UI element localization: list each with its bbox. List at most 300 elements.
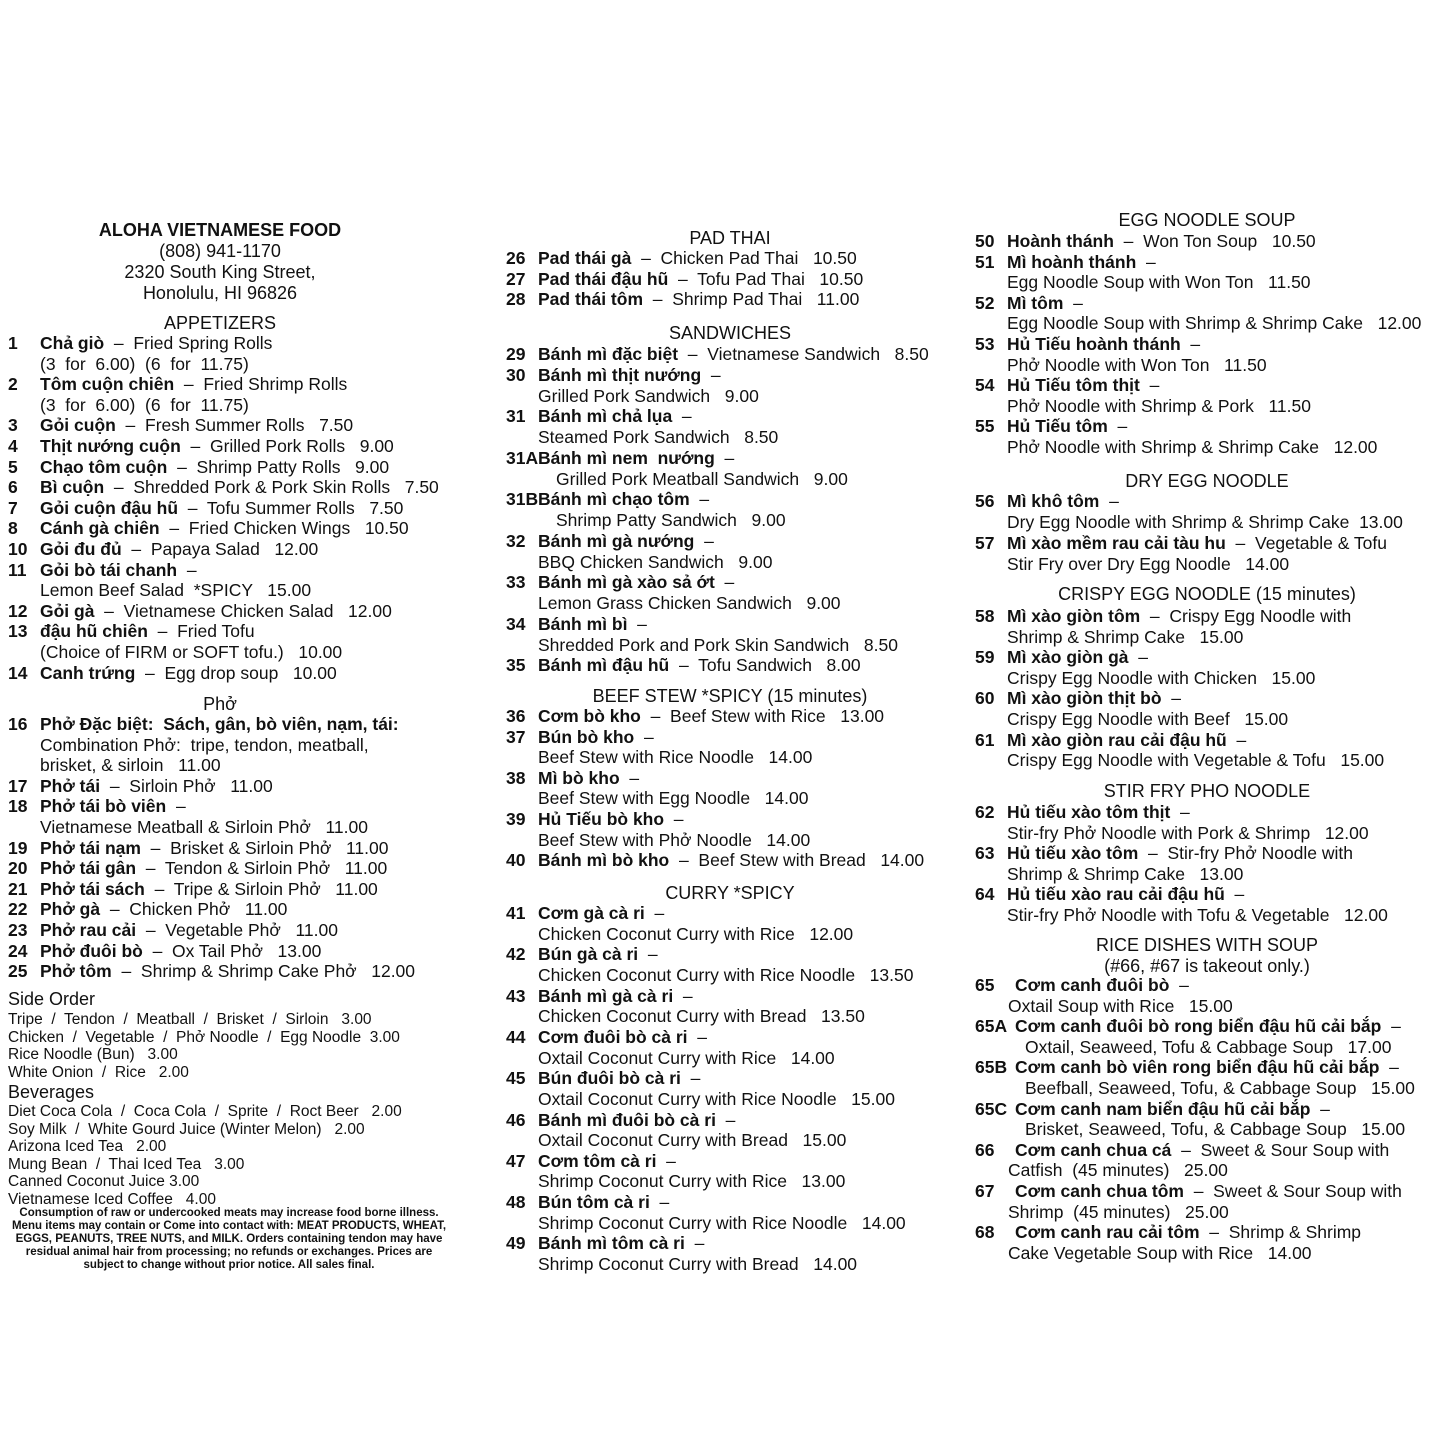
- item-description: Steamed Pork Sandwich 8.50: [538, 427, 779, 447]
- item-description: Catfish (45 minutes) 25.00: [1008, 1160, 1228, 1181]
- menu-line: [975, 293, 1083, 313]
- item-description: Beef Stew with Rice Noodle 14.00: [538, 747, 813, 768]
- menu-line: [506, 427, 778, 447]
- menu-line: [8, 333, 272, 353]
- item-vietnamese-name: Mì hoành thánh: [1007, 251, 1137, 272]
- menu-line: [8, 961, 415, 981]
- item-description: Brisket, Seaweed, Tofu, & Cabbage Soup 15.00: [1025, 1119, 1406, 1140]
- item-vietnamese-name: Bì cuộn: [40, 477, 105, 498]
- menu-line: [8, 374, 347, 394]
- menu-line: [506, 655, 861, 675]
- item-vietnamese-name: Gỏi cuộn đậu hũ: [40, 497, 179, 518]
- menu-line: [506, 850, 924, 870]
- item-english-name: –: [1107, 416, 1128, 437]
- menu-line: [8, 858, 387, 878]
- menu-line: [506, 386, 759, 406]
- item-number: 4: [8, 436, 18, 456]
- menu-line: [506, 1006, 865, 1026]
- item-description: Egg Noodle Soup with Won Ton 11.50: [1007, 272, 1311, 293]
- menu-line: [506, 924, 853, 944]
- item-english-name: –: [687, 1026, 708, 1047]
- menu-line: [975, 491, 1119, 511]
- menu-line: [506, 1130, 846, 1150]
- menu-line: [975, 512, 1403, 532]
- item-vietnamese-name: Cơm canh rau cải tôm: [1015, 1222, 1200, 1243]
- item-description: Combination Phở: tripe, tendon, meatball,: [40, 734, 369, 755]
- item-english-name: –: [656, 1150, 676, 1171]
- item-number: 20: [8, 858, 28, 879]
- item-number: 12: [8, 600, 28, 621]
- item-vietnamese-name: Gỏi đu đủ: [40, 539, 122, 559]
- item-number: 55: [975, 416, 995, 437]
- menu-line: [506, 706, 884, 726]
- menu-line: [975, 1057, 1399, 1077]
- item-number: 27: [506, 268, 526, 289]
- item-english-name: – Chicken Phở 11.00: [100, 899, 288, 920]
- item-number: 39: [506, 809, 526, 829]
- item-vietnamese-name: Chả giò: [40, 333, 105, 353]
- item-description: Cake Vegetable Soup with Rice 14.00: [1008, 1242, 1312, 1263]
- item-description: Phở Noodle with Shrimp & Shrimp Cake 12.00: [1007, 437, 1378, 457]
- item-vietnamese-name: Bánh mì bò kho: [538, 850, 670, 871]
- menu-line: [8, 920, 338, 940]
- item-vietnamese-name: Cơm canh chua cá: [1015, 1139, 1172, 1160]
- item-number: 65: [975, 975, 995, 995]
- item-number: 38: [506, 767, 526, 788]
- menu-line: [975, 905, 1388, 925]
- item-english-name: –: [1161, 688, 1182, 709]
- item-english-name: – Shrimp & Shrimp: [1199, 1222, 1362, 1243]
- item-description: Grilled Pork Sandwich 9.00: [538, 385, 759, 406]
- item-vietnamese-name: Cơm tôm cà ri: [538, 1150, 657, 1171]
- item-vietnamese-name: Bánh mì chạo tôm: [538, 489, 690, 510]
- item-number: 49: [506, 1233, 526, 1254]
- item-vietnamese-name: Mì xào mềm rau cải tàu hu: [1007, 533, 1226, 553]
- item-description: Chicken Coconut Curry with Rice Noodle 13.50: [538, 964, 914, 985]
- menu-line: [506, 552, 772, 572]
- menu-line: [975, 1222, 1361, 1242]
- menu-line: [8, 560, 197, 580]
- item-english-name: –: [627, 613, 647, 634]
- item-description: Shredded Pork and Pork Skin Sandwich 8.50: [538, 634, 898, 655]
- item-vietnamese-name: Gỏi bò tái chanh: [40, 559, 178, 580]
- item-description: Shrimp Coconut Curry with Rice Noodle 14.00: [538, 1212, 906, 1233]
- item-english-name: –: [1136, 251, 1156, 272]
- item-number: 68: [975, 1222, 995, 1243]
- item-vietnamese-name: Chạo tôm cuộn: [40, 456, 168, 477]
- item-vietnamese-name: Bánh mì bì: [538, 613, 628, 634]
- item-vietnamese-name: Cơm canh đuôi bò: [1015, 975, 1170, 995]
- item-english-name: –: [694, 530, 714, 551]
- item-number: 22: [8, 899, 28, 920]
- item-number: 36: [506, 706, 526, 726]
- menu-line: [8, 539, 318, 559]
- menu-line: [506, 1192, 669, 1212]
- menu-line: [506, 406, 692, 426]
- item-vietnamese-name: Mì xào giòn rau cải đậu hũ: [1007, 729, 1227, 750]
- item-number: 28: [506, 289, 526, 310]
- item-description: Oxtail Coconut Curry with Rice Noodle 15.00: [538, 1088, 895, 1109]
- item-number: 23: [8, 920, 28, 940]
- menu-line: [506, 593, 841, 613]
- menu-line: [975, 231, 1316, 251]
- menu-line: [8, 395, 249, 415]
- menu-line: [975, 1181, 1402, 1201]
- item-description: Crispy Egg Noodle with Beef 15.00: [1007, 709, 1289, 729]
- item-vietnamese-name: Mì bò kho: [538, 767, 620, 788]
- item-english-name: – Sweet & Sour Soup with: [1171, 1139, 1390, 1160]
- item-description: Egg Noodle Soup with Shrimp & Shrimp Cake 12.00: [1007, 313, 1422, 334]
- item-description: Oxtail Coconut Curry with Bread 15.00: [538, 1130, 847, 1151]
- item-number: 53: [975, 334, 995, 354]
- menu-line: [975, 1160, 1228, 1180]
- item-vietnamese-name: Bánh mì đuôi bò cà ri: [538, 1109, 716, 1130]
- menu-line: [975, 823, 1369, 843]
- item-english-name: – Sirloin Phở 11.00: [100, 775, 273, 796]
- item-description: Crispy Egg Noodle with Chicken 15.00: [1007, 667, 1316, 688]
- item-number: 66: [975, 1139, 995, 1160]
- item-english-name: – Fried Tofu: [147, 621, 255, 642]
- item-vietnamese-name: Phở tái gân: [40, 858, 137, 879]
- item-description: Dry Egg Noodle with Shrimp & Shrimp Cake 13.00: [1007, 512, 1403, 532]
- item-number: 26: [506, 248, 526, 268]
- item-description: Lemon Beef Salad *SPICY 15.00: [40, 580, 312, 601]
- item-english-name: – Tofu Summer Rolls 7.50: [178, 497, 404, 518]
- menu-line: [506, 944, 658, 964]
- item-number: 1: [8, 333, 18, 353]
- item-vietnamese-name: Mì khô tôm: [1007, 491, 1100, 511]
- menu-line: [8, 498, 403, 518]
- allergen-notice: Consumption of raw or undercooked meats may increase food borne illness. Menu items may contain or Come into contact with: MEAT PRODUCTS, WHEAT, EGGS, PEANUTS, TREE NUTS, and MILK. Orders containing tendon may have residual animal hair from processing; no refunds or exchanges. Prices are subject to change without prior notice. All sales final.: [11, 1207, 447, 1271]
- menu-line: [8, 899, 287, 919]
- item-vietnamese-name: Hủ tiếu xào rau cải đậu hũ: [1007, 884, 1225, 905]
- list-item: White Onion / Rice 2.00: [8, 1063, 189, 1081]
- item-vietnamese-name: Phở tôm: [40, 961, 112, 982]
- item-description: Lemon Grass Chicken Sandwich 9.00: [538, 593, 841, 613]
- item-english-name: – Tripe & Sirloin Phở 11.00: [144, 878, 378, 899]
- restaurant-name: ALOHA VIETNAMESE FOOD: [98, 220, 342, 240]
- menu-line: [506, 1233, 704, 1253]
- item-description: Shrimp (45 minutes) 25.00: [1008, 1201, 1229, 1222]
- menu-line: [506, 809, 684, 829]
- item-english-name: –: [1099, 491, 1119, 511]
- item-description: Beefball, Seaweed, Tofu, & Cabbage Soup 15.00: [1025, 1078, 1415, 1098]
- menu-line: [506, 510, 786, 530]
- item-english-name: – Sweet & Sour Soup with: [1184, 1181, 1402, 1201]
- item-english-name: – Vietnamese Sandwich 8.50: [678, 344, 929, 364]
- item-number: 58: [975, 606, 995, 626]
- menu-line: [975, 750, 1384, 770]
- menu-line: [8, 663, 337, 683]
- item-english-name: – Tofu Pad Thai 10.50: [668, 268, 864, 289]
- item-english-name: –: [715, 1109, 736, 1130]
- item-vietnamese-name: Mì tôm: [1007, 292, 1064, 313]
- item-english-name: –: [714, 572, 735, 593]
- item-english-name: –: [1381, 1016, 1401, 1037]
- menu-line: [8, 735, 369, 755]
- column-1: [0, 0, 460, 1440]
- menu-line: [506, 269, 863, 289]
- item-vietnamese-name: Bánh mì tôm cà ri: [538, 1233, 685, 1254]
- item-english-name: – Papaya Salad 12.00: [121, 539, 319, 559]
- menu-line: [506, 1027, 707, 1047]
- item-english-name: – Won Ton Soup 10.50: [1113, 231, 1316, 251]
- item-english-name: – Stir-fry Phở Noodle with: [1138, 843, 1354, 864]
- item-description: Stir-fry Phở Noodle with Tofu & Vegetable 12.00: [1007, 905, 1388, 925]
- menu-line: [506, 489, 709, 509]
- item-vietnamese-name: Gỏi gà: [40, 600, 95, 621]
- item-number: 14: [8, 662, 28, 683]
- item-description: Chicken Coconut Curry with Bread 13.50: [538, 1006, 865, 1027]
- item-number: 16: [8, 714, 28, 734]
- item-english-name: –: [673, 985, 693, 1006]
- item-vietnamese-name: Cơm đuôi bò cà ri: [538, 1026, 688, 1047]
- item-number: 61: [975, 729, 995, 750]
- item-number: 59: [975, 647, 995, 668]
- item-vietnamese-name: Cơm bò kho: [538, 706, 641, 726]
- menu-line: [975, 606, 1351, 626]
- menu-line: [8, 518, 409, 538]
- item-number: 35: [506, 655, 526, 676]
- menu-line: [506, 1151, 676, 1171]
- item-description: Stir Fry over Dry Egg Noodle 14.00: [1007, 554, 1290, 574]
- menu-line: [506, 248, 857, 268]
- item-number: 31B: [506, 489, 539, 510]
- menu-line: [975, 884, 1244, 904]
- item-vietnamese-name: Pad thái đậu hũ: [538, 268, 669, 289]
- item-english-name: – Shrimp Pad Thai 11.00: [643, 289, 860, 310]
- menu-line: [506, 344, 929, 364]
- menu-line: [975, 1140, 1389, 1160]
- curry-heading: CURRY *SPICY: [665, 883, 795, 903]
- menu-line: [975, 668, 1315, 688]
- item-number: 63: [975, 843, 995, 864]
- list-item: Canned Coconut Juice 3.00: [8, 1173, 200, 1190]
- list-item: Soy Milk / White Gourd Juice (Winter Melon) 2.00: [8, 1120, 365, 1138]
- menu-line: [506, 768, 639, 788]
- item-english-name: – Vegetable Phở 11.00: [136, 920, 338, 940]
- item-vietnamese-name: Mì xào giòn thịt bò: [1007, 688, 1162, 709]
- item-vietnamese-name: Cơm canh nam biển đậu hũ cải bắp: [1015, 1098, 1311, 1119]
- list-item: Vietnamese Iced Coffee 4.00: [8, 1190, 216, 1208]
- menu-line: [506, 830, 810, 850]
- column-3: [968, 0, 1438, 1440]
- menu-line: [8, 941, 321, 961]
- item-number: 56: [975, 491, 995, 511]
- menu-line: [975, 437, 1377, 457]
- item-vietnamese-name: Mì xào giòn gà: [1007, 647, 1129, 668]
- menu-line: [975, 1099, 1330, 1119]
- item-english-name: –: [672, 406, 692, 427]
- item-description: Crispy Egg Noodle with Vegetable & Tofu 15.00: [1007, 750, 1385, 771]
- menu-line: [975, 1119, 1405, 1139]
- item-vietnamese-name: Hủ tiếu xào tôm thịt: [1007, 802, 1171, 822]
- item-number: 6: [8, 477, 18, 498]
- item-description: Oxtail Coconut Curry with Rice 14.00: [538, 1047, 835, 1068]
- menu-line: [8, 580, 311, 600]
- item-vietnamese-name: Cánh gà chiên: [40, 518, 160, 539]
- item-description: brisket, & sirloin 11.00: [40, 755, 221, 776]
- item-number: 11: [8, 559, 27, 580]
- item-english-name: – Grilled Pork Rolls 9.00: [180, 436, 394, 456]
- menu-line: [975, 843, 1353, 863]
- menu-line: [506, 727, 654, 747]
- item-number: 33: [506, 572, 526, 593]
- item-number: 65B: [975, 1057, 1008, 1078]
- menu-line: [506, 1048, 835, 1068]
- item-description: Vietnamese Meatball & Sirloin Phở 11.00: [40, 817, 368, 837]
- item-vietnamese-name: Bún đuôi bò cà ri: [538, 1068, 681, 1089]
- menu-line: [975, 1078, 1415, 1098]
- restaurant-phone: (808) 941-1170: [159, 241, 281, 261]
- item-number: 51: [975, 251, 995, 272]
- item-vietnamese-name: Bánh mì nem nướng: [538, 447, 715, 468]
- item-english-name: –: [1310, 1098, 1330, 1119]
- item-english-name: –: [1224, 884, 1245, 905]
- menu-line: [975, 355, 1267, 375]
- item-english-name: – Egg drop soup 10.00: [135, 662, 337, 683]
- item-number: 3: [8, 415, 18, 436]
- rice-dishes-heading: RICE DISHES WITH SOUP: [1095, 935, 1319, 955]
- item-description: BBQ Chicken Sandwich 9.00: [538, 551, 773, 572]
- item-description: Beef Stew with Egg Noodle 14.00: [538, 788, 809, 809]
- item-vietnamese-name: Bánh mì gà cà ri: [538, 985, 674, 1006]
- item-number: 31: [506, 406, 526, 427]
- menu-line: [975, 554, 1289, 574]
- item-vietnamese-name: Phở tái: [40, 775, 101, 796]
- menu-line: [8, 415, 353, 435]
- item-english-name: –: [1139, 375, 1160, 396]
- menu-line: [506, 572, 734, 592]
- item-english-name: – Fried Spring Rolls: [104, 333, 273, 353]
- item-english-name: – Fried Chicken Wings 10.50: [159, 518, 409, 539]
- item-english-name: –: [1226, 729, 1247, 750]
- menu-line: [8, 796, 186, 816]
- item-english-name: –: [1170, 802, 1190, 822]
- item-vietnamese-name: Mì xào giòn tôm: [1007, 606, 1141, 626]
- item-vietnamese-name: Hủ tiếu xào tôm: [1007, 843, 1139, 864]
- menu-line: [506, 289, 859, 309]
- item-description: Oxtail Soup with Rice 15.00: [1008, 995, 1233, 1016]
- item-number: 43: [506, 985, 526, 1006]
- item-description: Stir-fry Phở Noodle with Pork & Shrimp 12.00: [1007, 822, 1369, 843]
- appetizers-heading: APPETIZERS: [163, 313, 277, 333]
- item-vietnamese-name: Hủ Tiếu bò kho: [538, 809, 665, 829]
- stir-fry-heading: STIR FRY PHO NOODLE: [1103, 781, 1311, 801]
- item-vietnamese-name: Bánh mì đặc biệt: [538, 344, 679, 364]
- item-english-name: –: [177, 559, 197, 580]
- pad-thai-heading: PAD THAI: [689, 228, 771, 248]
- menu-line: [975, 709, 1288, 729]
- sandwiches-heading: SANDWICHES: [668, 323, 791, 343]
- item-description: Phở Noodle with Won Ton 11.50: [1007, 354, 1267, 375]
- item-number: 29: [506, 344, 526, 364]
- item-vietnamese-name: Cơm canh đuôi bò rong biển đậu hũ cải bắp: [1015, 1016, 1382, 1037]
- menu-line: [975, 334, 1200, 354]
- item-english-name: –: [701, 364, 721, 385]
- item-description: Phở Noodle with Shrimp & Pork 11.50: [1007, 395, 1311, 416]
- item-number: 65A: [975, 1016, 1008, 1037]
- beverages-heading: Beverages: [8, 1082, 95, 1102]
- item-vietnamese-name: Pad thái tôm: [538, 289, 644, 310]
- item-english-name: –: [619, 767, 640, 788]
- menu-line: [506, 635, 898, 655]
- item-english-name: – Shrimp & Shrimp Cake Phở 12.00: [111, 961, 416, 982]
- item-description: Shrimp Coconut Curry with Bread 14.00: [538, 1254, 858, 1275]
- menu-line: [8, 776, 273, 796]
- item-vietnamese-name: Bánh mì thịt nướng: [538, 364, 702, 385]
- item-vietnamese-name: Thịt nướng cuộn: [40, 436, 181, 456]
- menu-line: [975, 1016, 1401, 1036]
- item-number: 60: [975, 688, 995, 709]
- item-vietnamese-name: Hủ Tiếu tôm thịt: [1007, 375, 1140, 396]
- item-english-name: – Fresh Summer Rolls 7.50: [115, 415, 354, 436]
- item-english-name: –: [638, 944, 658, 965]
- item-vietnamese-name: Hủ Tiếu hoành thánh: [1007, 334, 1181, 354]
- menu-line: [975, 375, 1159, 395]
- item-english-name: –: [166, 796, 186, 817]
- menu-line: [506, 788, 808, 808]
- item-vietnamese-name: Phở tái nạm: [40, 837, 141, 858]
- item-number: 17: [8, 775, 28, 796]
- item-number: 62: [975, 802, 995, 822]
- item-number: 64: [975, 884, 995, 905]
- egg-noodle-soup-heading: EGG NOODLE SOUP: [1118, 210, 1296, 230]
- item-description: Oxtail, Seaweed, Tofu & Cabbage Soup 17.00: [1025, 1036, 1392, 1057]
- item-english-name: –: [664, 809, 684, 829]
- item-description: Shrimp Patty Sandwich 9.00: [556, 510, 786, 530]
- item-number: 40: [506, 850, 526, 871]
- item-english-name: – Ox Tail Phở 13.00: [142, 940, 322, 961]
- menu-line: [506, 1254, 857, 1274]
- item-number: 13: [8, 621, 28, 642]
- rice-dishes-subtitle: (#66, #67 is takeout only.): [1104, 956, 1310, 976]
- menu-line: [506, 1171, 845, 1191]
- menu-line: [975, 252, 1156, 272]
- dry-egg-noodle-heading: DRY EGG NOODLE: [1125, 471, 1289, 491]
- item-english-name: – Crispy Egg Noodle with: [1140, 606, 1352, 626]
- item-english-name: –: [684, 1233, 705, 1254]
- item-english-name: – Tendon & Sirloin Phở 11.00: [136, 858, 388, 879]
- menu-line: [8, 354, 249, 374]
- menu-line: [506, 986, 693, 1006]
- item-number: 44: [506, 1026, 526, 1047]
- item-description: (3 for 6.00) (6 for 11.75): [40, 353, 249, 374]
- item-number: 2: [8, 374, 18, 395]
- item-number: 7: [8, 497, 18, 518]
- item-english-name: – Brisket & Sirloin Phở 11.00: [140, 837, 389, 858]
- item-vietnamese-name: Phở tái bò viên: [40, 796, 167, 817]
- list-item: Mung Bean / Thai Iced Tea 3.00: [8, 1155, 245, 1173]
- item-number: 30: [506, 364, 526, 385]
- item-number: 10: [8, 539, 28, 559]
- menu-line: [975, 313, 1421, 333]
- menu-line: [8, 477, 439, 497]
- menu-line: [8, 817, 368, 837]
- menu-line: [8, 879, 378, 899]
- menu-line: [975, 272, 1311, 292]
- side-order-heading: Side Order: [8, 989, 96, 1009]
- item-english-name: – Shrimp Patty Rolls 9.00: [167, 456, 390, 477]
- menu-line: [975, 1243, 1312, 1263]
- item-number: 5: [8, 456, 18, 477]
- item-english-name: –: [634, 726, 654, 747]
- item-vietnamese-name: Bún bò kho: [538, 726, 635, 747]
- item-english-name: – Beef Stew with Bread 14.00: [669, 850, 925, 871]
- menu-line: [506, 1089, 895, 1109]
- menu-line: [8, 714, 399, 734]
- crispy-egg-noodle-heading: CRISPY EGG NOODLE (15 minutes): [1058, 584, 1356, 604]
